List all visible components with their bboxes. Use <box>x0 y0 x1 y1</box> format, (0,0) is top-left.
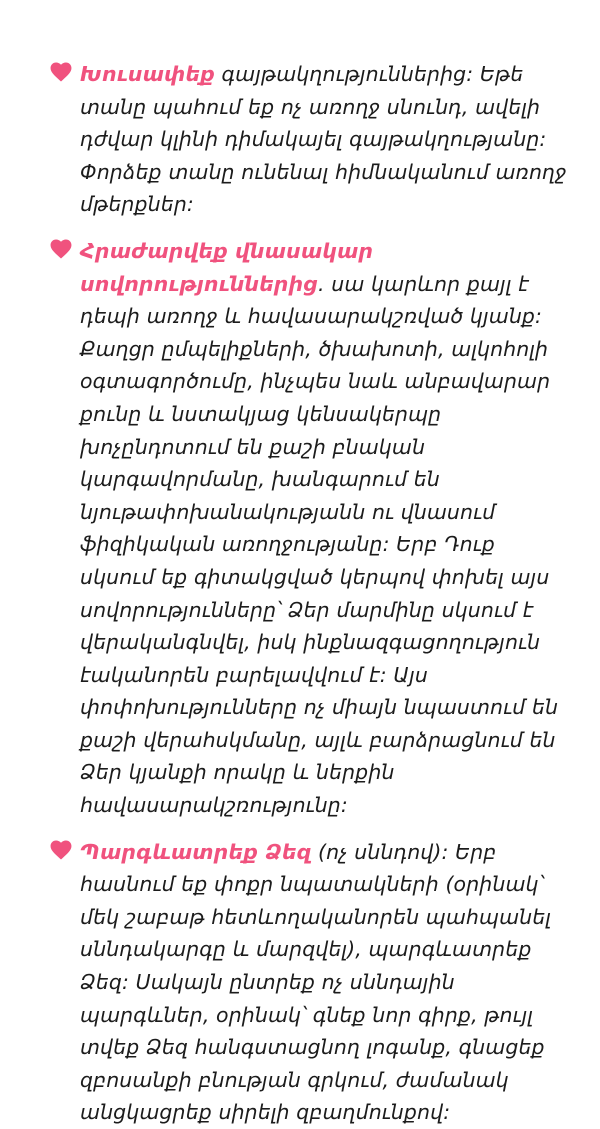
tip-item <box>0 836 600 1129</box>
tip-title: Խուսափեք <box>80 62 215 86</box>
tip-body: . սա կարևոր քայլ է դեպի առողջ և հավասարակշռված կյանք: Քաղցր ըմպելիքների, ծխախոտի, ալկոհոլի օգտագործումը, ինչպես նաև անբավարար քունը և նստակյաց կենսակերպը խոչընդոտում են քաշի բնական կարգավորմանը, խանգարում են նյութափոխանակությանն ու վնասում ֆիզիկական առողջությանը: Երբ Դուք սկսում եք գիտակցված կերպով փոխել այս սովորությունները՝ Ձեր մարմինը սկսում է վերականգնվել, իսկ ինքնազգացողություն էականորեն բարելավվում է: Այս փոփոխությունները ոչ միայն նպաստում են քաշի վերահսկմանը, այլև բարձրացնում են Ձեր կյանքի որակը և ներքին հավասարակշռությունը: <box>80 271 559 818</box>
tips-list <box>0 58 600 1129</box>
tip-body: (ոչ սննդով): Երբ հասնում եք փոքր նպատակների (օրինակ՝ մեկ շաբաթ հետևողականորեն պահպանել սննդակարգը և մարզվել), պարգևատրեք Ձեզ: Սակայն ընտրեք ոչ սննդային պարգևներ, օրինակ՝ գնեք նոր գիրք, թույլ տվեք Ձեզ հանգստացնող լոգանք, գնացեք զբոսանքի բնության գրկում, ժամանակ անցկացրեք սիրելի զբաղմունքով: <box>80 839 552 1125</box>
tip-item <box>0 235 600 822</box>
tip-item <box>0 58 600 221</box>
heart-icon <box>50 62 72 82</box>
tip-title: Հրաժարվեք վնասակար սովորություններից <box>80 238 374 296</box>
tip-text <box>80 836 572 1129</box>
tip-text <box>80 235 572 822</box>
tip-body: գայթակղություններից: Եթե տանը պահում եք ոչ առողջ սնունդ, ավելի դժվար կլինի դիմակայել գայթակղությանը: Փորձեք տանը ունենալ հիմնականում առողջ մթերքներ: <box>80 62 567 217</box>
heart-icon <box>50 239 72 259</box>
heart-icon <box>50 840 72 860</box>
tip-text <box>80 58 572 221</box>
tip-title: Պարգևատրեք Ձեզ <box>80 839 312 864</box>
